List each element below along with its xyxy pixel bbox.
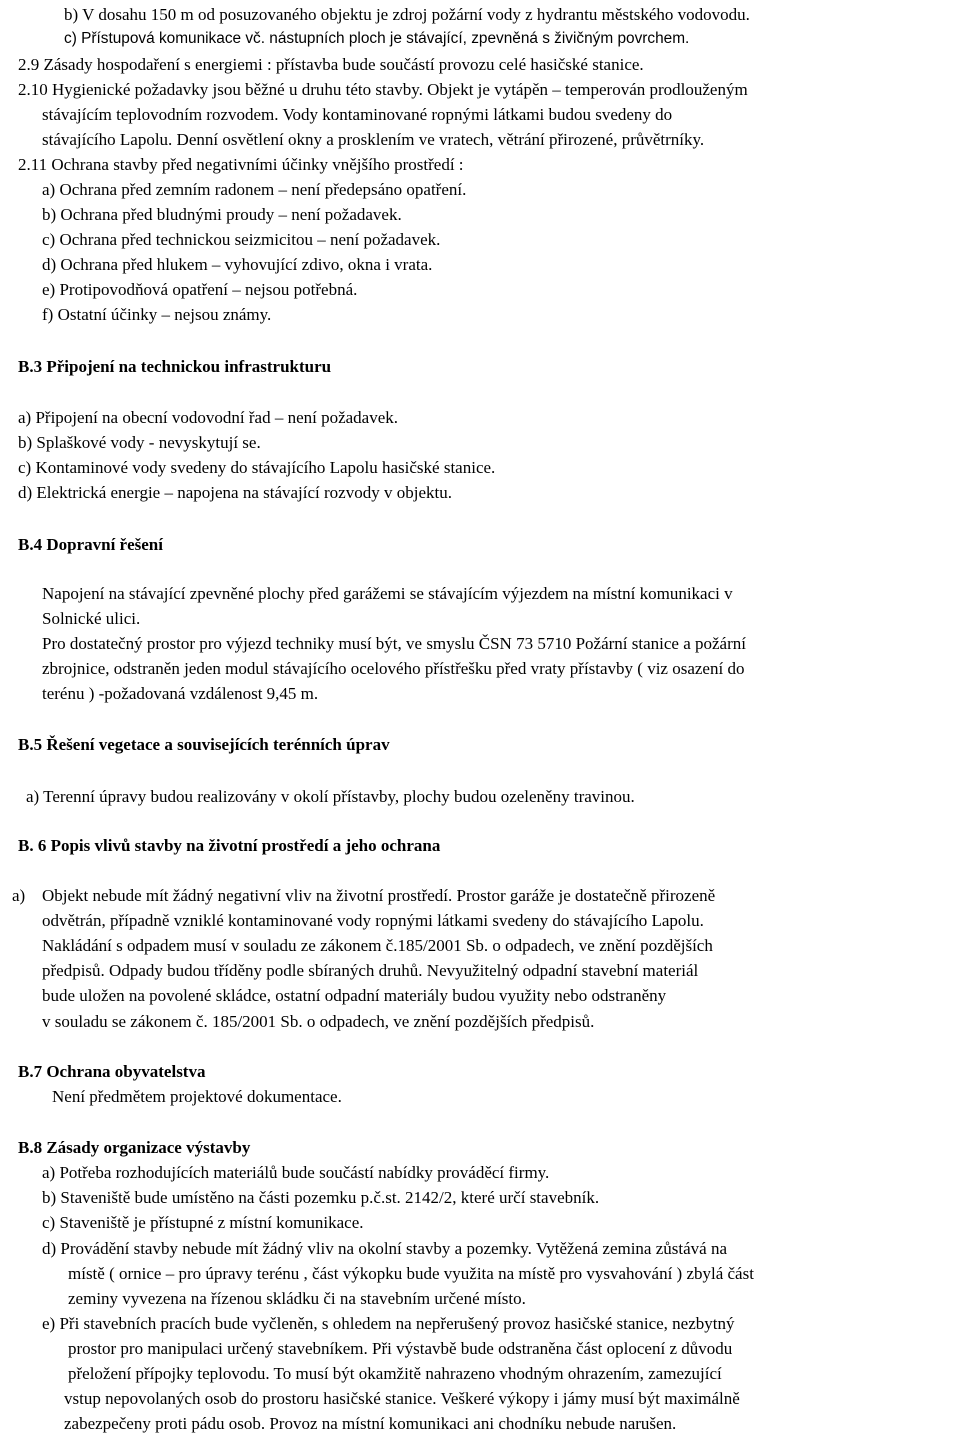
text-line: stávajícího Lapolu. Denní osvětlení okny a prosklením ve vratech, větrání přirozené, průvětrníky.: [42, 130, 705, 149]
section-heading-b8: B.8 Zásady organizace výstavby: [18, 1138, 251, 1157]
section-heading-b4: B.4 Dopravní řešení: [18, 535, 163, 554]
text-line: v souladu se zákonem č. 185/2001 Sb. o odpadech, ve znění pozdějších předpisů.: [42, 1012, 595, 1031]
text-line: d) Elektrická energie – napojena na stávající rozvody v objektu.: [18, 483, 452, 502]
text-line: a) Potřeba rozhodujících materiálů bude součástí nabídky prováděcí firmy.: [42, 1163, 550, 1182]
text-line: c) Kontaminové vody svedeny do stávajícího Lapolu hasičské stanice.: [18, 458, 496, 477]
text-line: a) Terenní úpravy budou realizovány v okolí přístavby, plochy budou ozeleněny travinou.: [26, 787, 635, 806]
text-line: bude uložen na povolené skládce, ostatní odpadní materiály budou využity nebo odstraněny: [42, 986, 667, 1005]
text-line: Pro dostatečný prostor pro výjezd techniky musí být, ve smyslu ČSN 73 5710 Požární stanice a požární: [42, 634, 746, 653]
text-line: b) V dosahu 150 m od posuzovaného objektu je zdroj požární vody z hydrantu městského vodovodu.: [64, 5, 750, 24]
text-line: Není předmětem projektové dokumentace.: [52, 1087, 342, 1106]
text-line: Objekt nebude mít žádný negativní vliv na životní prostředí. Prostor garáže je dostatečně přirozeně: [42, 886, 716, 905]
text-line: přeložení přípojky teplovodu. To musí být okamžitě nahrazeno vhodným ohrazením, zamezující: [68, 1364, 722, 1383]
text-line: d) Provádění stavby nebude mít žádný vliv na okolní stavby a pozemky. Vytěžená zemina zůstává na: [42, 1239, 727, 1258]
text-line: a) Ochrana před zemním radonem – není předepsáno opatření.: [42, 180, 467, 199]
text-line: 2.11 Ochrana stavby před negativními účinky vnějšího prostředí :: [18, 155, 464, 174]
text-line: a) Připojení na obecní vodovodní řad – není požadavek.: [18, 408, 399, 427]
text-line: Solnické ulici.: [42, 609, 141, 628]
text-line: vstup nepovolaných osob do prostoru hasičské stanice. Veškeré výkopy i jámy musí být maximálně: [64, 1389, 740, 1408]
text-line: d) Ochrana před hlukem – vyhovující zdivo, okna i vrata.: [42, 255, 433, 274]
text-line: odvětrán, případně vzniklé kontaminované vody ropnými látkami svedeny do stávajícího Lapolu.: [42, 911, 704, 930]
section-heading-b7: B.7 Ochrana obyvatelstva: [18, 1062, 206, 1081]
text-line: zbrojnice, odstraněn jeden modul stávajícího ocelového přístřešku před vraty přístavby ( viz osazení do: [42, 659, 745, 678]
text-line: terénu ) -požadovaná vzdálenost 9,45 m.: [42, 684, 319, 703]
section-heading-b6: B. 6 Popis vlivů stavby na životní prostředí a jeho ochrana: [18, 836, 441, 855]
text-line: prostor pro manipulaci určený stavebníkem. Při výstavbě bude odstraněna část oplocení z důvodu: [68, 1339, 733, 1358]
section-heading-b3: B.3 Připojení na technickou infrastrukturu: [18, 357, 332, 376]
text-line: b) Splaškové vody - nevyskytují se.: [18, 433, 261, 452]
text-line: zabezpečeny proti pádu osob. Provoz na místní komunikaci ani chodníku nebude narušen.: [64, 1414, 677, 1433]
text-line: místě ( ornice – pro úpravy terénu , část výkopku bude využita na místě pro vysvahování ) zbylá část: [68, 1264, 754, 1283]
text-line: Napojení na stávající zpevněné plochy před garážemi se stávajícím výjezdem na místní komunikaci v: [42, 584, 733, 603]
text-line: b) Staveniště bude umístěno na části pozemku p.č.st. 2142/2, které určí stavebník.: [42, 1188, 600, 1207]
text-line: zeminy vyvezena na řízenou skládku či na stavebním určené místo.: [68, 1289, 526, 1308]
text-line: 2.9 Zásady hospodaření s energiemi : přístavba bude součástí provozu celé hasičské stanice.: [18, 55, 644, 74]
text-line: e) Protipovodňová opatření – nejsou potřebná.: [42, 280, 358, 299]
text-line: 2.10 Hygienické požadavky jsou běžné u druhu této stavby. Objekt je vytápěn – temperován prodlouženým: [18, 80, 748, 99]
text-line: Nakládání s odpadem musí v souladu ze zákonem č.185/2001 Sb. o odpadech, ve znění pozdějších: [42, 936, 713, 955]
text-line: e) Při stavebních pracích bude vyčleněn, s ohledem na nepřerušený provoz hasičské stanice, nezbytný: [42, 1314, 735, 1333]
section-heading-b5: B.5 Řešení vegetace a souvisejících terénních úprav: [18, 735, 390, 754]
text-line: c) Ochrana před technickou seizmicitou – není požadavek.: [42, 230, 441, 249]
text-line: b) Ochrana před bludnými proudy – není požadavek.: [42, 205, 402, 224]
list-marker: a): [12, 886, 26, 905]
text-line: c) Přístupová komunikace vč. nástupních ploch je stávající, zpevněná s živičným povrchem.: [64, 30, 690, 47]
text-line: předpisů. Odpady budou tříděny podle sbíraných druhů. Nevyužitelný odpadní stavební materiál: [42, 961, 699, 980]
text-line: stávajícím teplovodním rozvodem. Vody kontaminované ropnými látkami budou svedeny do: [42, 105, 673, 124]
text-line: f) Ostatní účinky – nejsou známy.: [42, 305, 272, 324]
text-line: c) Staveniště je přístupné z místní komunikace.: [42, 1213, 364, 1232]
